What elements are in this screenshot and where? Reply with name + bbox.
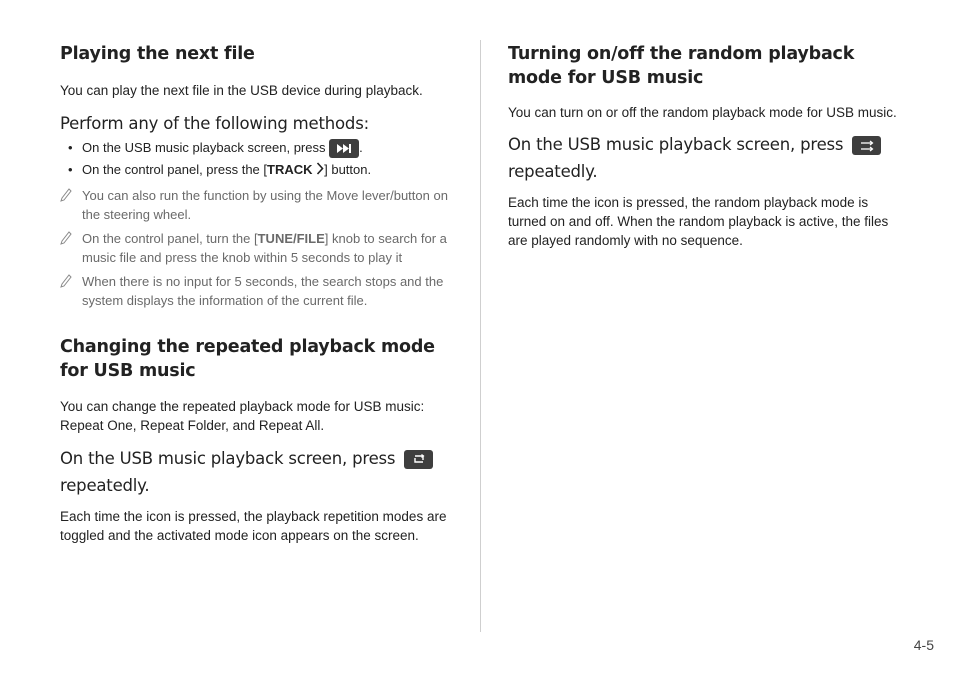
shuffle-icon	[852, 136, 881, 155]
intro-repeat-mode: You can change the repeated playback mode for USB music: Repeat One, Repeat Folder, and Repeat All.	[60, 398, 425, 433]
heading-random-mode: Turning on/off the random playback mode for USB music	[508, 44, 855, 88]
chevron-right-icon	[316, 160, 324, 182]
note-pencil-icon	[60, 231, 72, 245]
body-repeat-mode: Each time the icon is pressed, the playback repetition modes are toggled and the activated mode icon appears on the screen.	[60, 508, 447, 543]
instruction-shuffle: On the USB music playback screen, press repeatedly.	[508, 131, 908, 185]
track-button-label: TRACK	[267, 162, 313, 177]
list-item: • On the control panel, press the [TRACK ] button.	[60, 159, 455, 182]
instruction-repeat: On the USB music playback screen, press repeatedly.	[60, 445, 455, 499]
note-search-stops: When there is no input for 5 seconds, the search stops and the system displays the information of the current file.	[60, 272, 455, 310]
intro-next-file: You can play the next file in the USB device during playback.	[60, 83, 423, 98]
body-random-mode: Each time the icon is pressed, the random playback mode is turned on and off. When the random playback is active, the files are played randomly with no sequence.	[508, 195, 889, 248]
methods-list	[60, 137, 455, 182]
right-column	[508, 40, 908, 250]
left-column	[60, 40, 455, 545]
repeat-icon	[404, 450, 433, 469]
next-track-icon	[329, 139, 359, 158]
heading-playing-next-file: Playing the next file	[60, 44, 255, 64]
heading-repeat-mode: Changing the repeated playback mode for USB music	[60, 336, 435, 381]
note-pencil-icon	[60, 188, 72, 202]
note-move-lever: You can also run the function by using the Move lever/button on the steering wheel.	[60, 186, 455, 224]
list-item: • On the USB music playback screen, press .	[60, 137, 455, 159]
note-tune-file-knob: On the control panel, turn the [TUNE/FILE] knob to search for a music file and press the knob within 5 seconds to play it	[60, 229, 455, 267]
note-pencil-icon	[60, 274, 72, 288]
intro-random-mode: You can turn on or off the random playback mode for USB music.	[508, 105, 897, 120]
tune-file-knob-label: TUNE/FILE	[257, 230, 325, 246]
column-divider	[480, 40, 481, 632]
page-number: 4-5	[913, 637, 934, 653]
instruction-methods: Perform any of the following methods:	[60, 114, 369, 133]
